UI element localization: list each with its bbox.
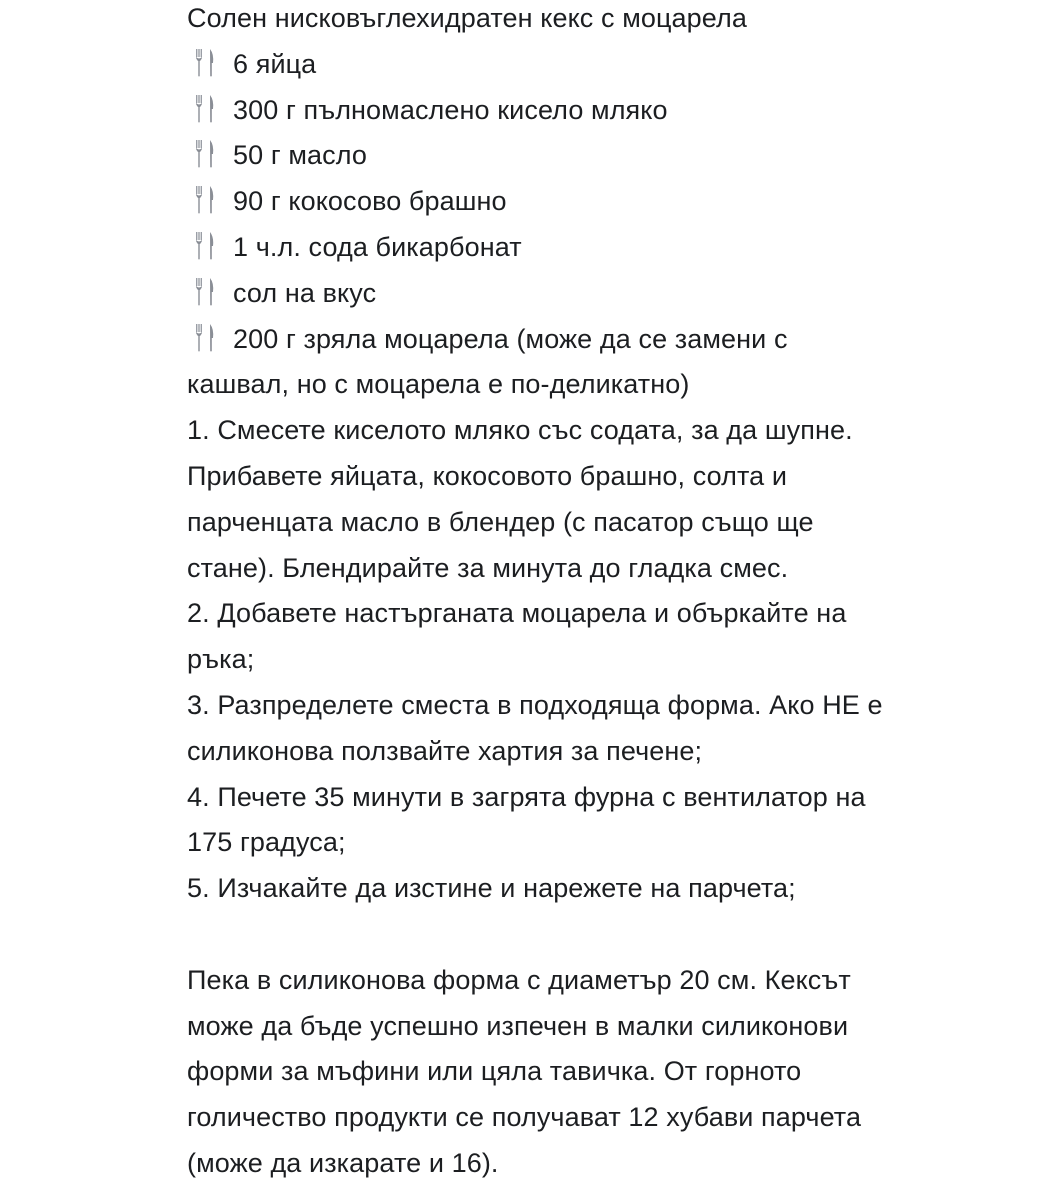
step-list bbox=[187, 408, 887, 912]
ingredient-text: 1 ч.л. сода бикарбонат bbox=[233, 231, 522, 262]
step-item: 2. Добавете настърганата моцарела и объркайте на ръка; bbox=[187, 598, 847, 675]
step-item: 5. Изчакайте да изстине и нарежете на парчета; bbox=[187, 873, 796, 904]
ingredient-item bbox=[187, 88, 887, 134]
ingredient-item bbox=[187, 271, 887, 317]
ingredient-text: сол на вкус bbox=[233, 277, 377, 308]
ingredient-text: 200 г зряла моцарела (може да се замени с кашвал, но с моцарела е по-деликатно) bbox=[187, 323, 788, 400]
step-item: 1. Смесете киселото мляко със содата, за да шупне. Прибавете яйцата, кокосовото брашно, солта и парченцата масло в блендер (с пасатор също ще стане). Блендирайте за минута до гладка смес. bbox=[187, 415, 853, 583]
ingredient-text: 50 г масло bbox=[233, 140, 368, 171]
recipe-title: Солен нисковъглехидратен кекс с моцарела bbox=[187, 3, 747, 33]
fork-knife-icon bbox=[195, 95, 217, 123]
ingredient-item bbox=[187, 179, 887, 225]
fork-knife-icon bbox=[195, 49, 217, 77]
ingredient-text: 300 г пълномаслено кисело мляко bbox=[233, 94, 668, 125]
fork-knife-icon bbox=[195, 186, 217, 214]
ingredient-text: 6 яйца bbox=[233, 48, 317, 79]
ingredient-item bbox=[187, 225, 887, 271]
ingredient-item bbox=[187, 133, 887, 179]
fork-knife-icon bbox=[195, 232, 217, 260]
ingredient-item bbox=[187, 42, 887, 88]
baking-note: Пека в силиконова форма с диаметър 20 см. Кексът може да бъде успешно изпечен в малки силиконови форми за мъфини или цяла тавичка. От горното голичество продукти се получават 12 хубави парчета (може да изкарате и 16). bbox=[187, 964, 862, 1178]
fork-knife-icon bbox=[195, 324, 217, 352]
recipe-post bbox=[187, 0, 887, 1187]
step-item: 4. Печете 35 минути в загрята фурна с вентилатор на 175 градуса; bbox=[187, 781, 866, 858]
ingredient-text: 90 г кокосово брашно bbox=[233, 186, 507, 217]
step-item: 3. Разпределете сместа в подходяща форма. Ако НЕ е силиконова ползвайте хартия за печене; bbox=[187, 689, 883, 766]
fork-knife-icon bbox=[195, 278, 217, 306]
ingredient-list bbox=[187, 42, 887, 408]
blank-line bbox=[187, 912, 887, 958]
fork-knife-icon bbox=[195, 140, 217, 168]
ingredient-item bbox=[187, 317, 887, 409]
